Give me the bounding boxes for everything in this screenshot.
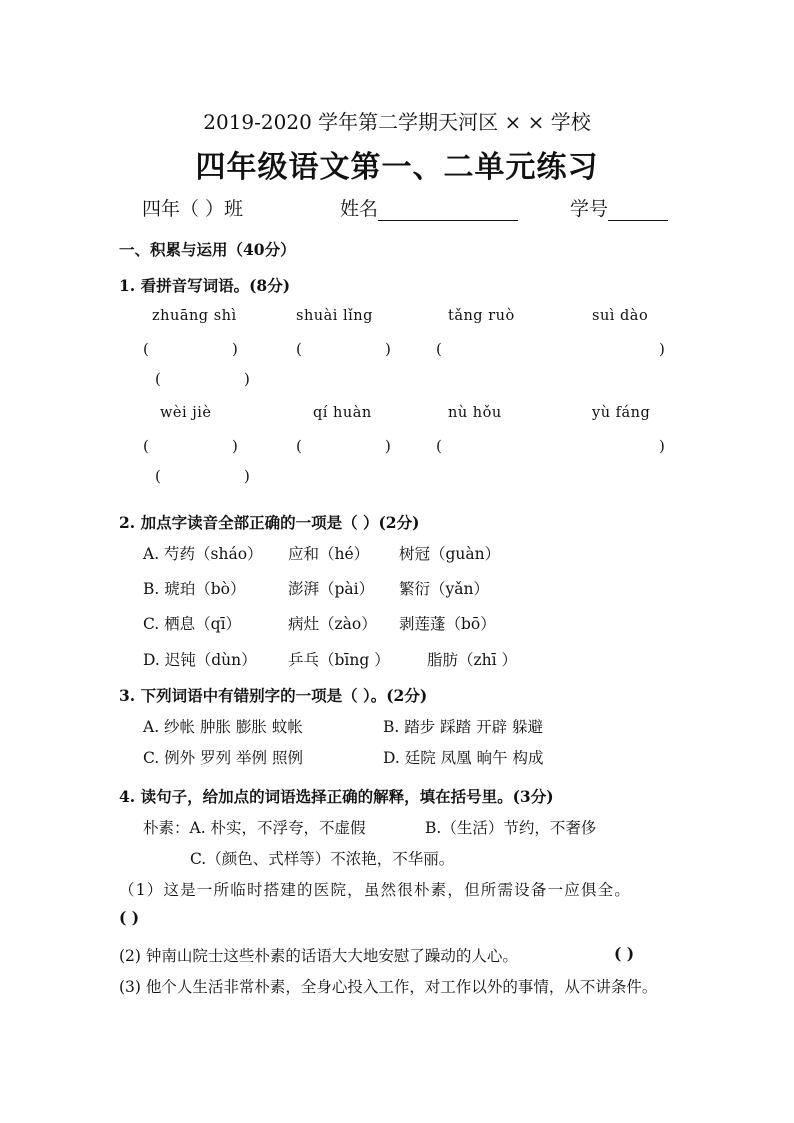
- answer-paren-close: ): [244, 370, 250, 388]
- pinyin-6: qí huàn: [313, 405, 372, 421]
- pinyin-5: wèi jiè: [160, 405, 212, 421]
- option-b-word-1: B. 琥珀（bò）: [143, 580, 246, 598]
- name-blank[interactable]: [378, 200, 518, 221]
- answer-paren-open: (: [296, 340, 302, 358]
- option-b-word-2: 澎湃（pài）: [288, 580, 375, 598]
- question-1-title: 1. 看拼音写词语。(8分): [119, 276, 291, 295]
- pinyin-7: nù hǒu: [448, 405, 502, 421]
- option-d-line: D. 廷院 凤凰 晌午 构成: [383, 749, 544, 767]
- option-d-word-1: D. 迟钝（dùn）: [143, 651, 257, 669]
- definition-c: C.（颜色、式样等）不浓艳，不华丽。: [190, 850, 455, 868]
- exam-title: 四年级语文第一、二单元练习: [195, 150, 599, 185]
- class-field-label: 四年（ ）班: [142, 198, 244, 220]
- question-2-title: 2. 加点字读音全部正确的一项是（ ）(2分): [119, 513, 420, 532]
- sentence-2: (2) 钟南山院士这些朴素的话语大大地安慰了躁动的人心。: [119, 947, 518, 965]
- pinyin-4: suì dào: [592, 308, 649, 324]
- answer-paren-open: (: [296, 437, 302, 455]
- question-3-title: 3. 下列词语中有错别字的一项是（ ）。(2分): [119, 686, 428, 705]
- answer-paren-close: ): [232, 340, 238, 358]
- pinyin-2: shuài lǐng: [296, 308, 373, 324]
- question-4-title: 4. 读句子，给加点的词语选择正确的解释，填在括号里。(3分): [119, 787, 554, 806]
- option-d-word-2: 乒乓（bīng ）: [288, 651, 390, 669]
- sentence-2-blank[interactable]: ( ): [614, 944, 635, 963]
- pinyin-1: zhuāng shì: [152, 308, 237, 324]
- sentence-1: （1）这是一所临时搭建的医院，虽然很朴素，但所需设备一应俱全。: [119, 881, 632, 899]
- name-label: 姓名: [340, 198, 379, 220]
- answer-paren-close: ): [659, 340, 665, 358]
- answer-paren-close: ): [244, 467, 250, 485]
- answer-paren-open: (: [436, 340, 442, 358]
- answer-paren-close: ): [232, 437, 238, 455]
- sentence-3: (3) 他个人生活非常朴素，全身心投入工作，对工作以外的事情，从不讲条件。: [119, 978, 658, 996]
- number-blank[interactable]: [608, 200, 668, 221]
- definition-a: 朴素：A. 朴实，不浮夸，不虚假: [143, 819, 366, 837]
- option-a-line: A. 纱帐 肿胀 膨胀 蚊帐: [143, 718, 303, 736]
- answer-paren-close: ): [659, 437, 665, 455]
- option-a-word-1: A. 芍药（sháo）: [143, 545, 263, 563]
- option-b-line: B. 踏步 踩踏 开辟 躲避: [383, 718, 544, 736]
- option-c-word-3: 剥莲蓬（bō）: [399, 615, 496, 633]
- name-field: [340, 194, 518, 221]
- pinyin-3: tǎng ruò: [448, 308, 515, 324]
- option-a-word-2: 应和（hé）: [288, 545, 370, 563]
- option-b-word-3: 繁衍（yǎn）: [399, 580, 489, 598]
- number-field: [570, 194, 668, 221]
- section-title: 一、积累与运用（40分）: [119, 240, 296, 259]
- answer-paren-close: ): [385, 437, 391, 455]
- number-label: 学号: [570, 198, 609, 220]
- option-c-line: C. 例外 罗列 举例 照例: [143, 749, 303, 767]
- option-d-word-3: 脂肪（zhī ）: [427, 651, 518, 669]
- answer-paren-open: (: [155, 467, 161, 485]
- answer-paren-open: (: [143, 437, 149, 455]
- answer-paren-open: (: [436, 437, 442, 455]
- option-c-word-2: 病灶（zào）: [288, 615, 377, 633]
- answer-paren-close: ): [385, 340, 391, 358]
- option-a-word-3: 树冠（guàn）: [399, 545, 501, 563]
- exam-subtitle: 2019-2020 学年第二学期天河区 × × 学校: [203, 110, 591, 134]
- definition-b: B.（生活）节约，不奢侈: [425, 819, 597, 837]
- option-c-word-1: C. 栖息（qī）: [143, 615, 242, 633]
- pinyin-8: yù fáng: [592, 405, 651, 421]
- answer-paren-open: (: [155, 370, 161, 388]
- sentence-1-blank[interactable]: ( ): [119, 908, 140, 927]
- answer-paren-open: (: [143, 340, 149, 358]
